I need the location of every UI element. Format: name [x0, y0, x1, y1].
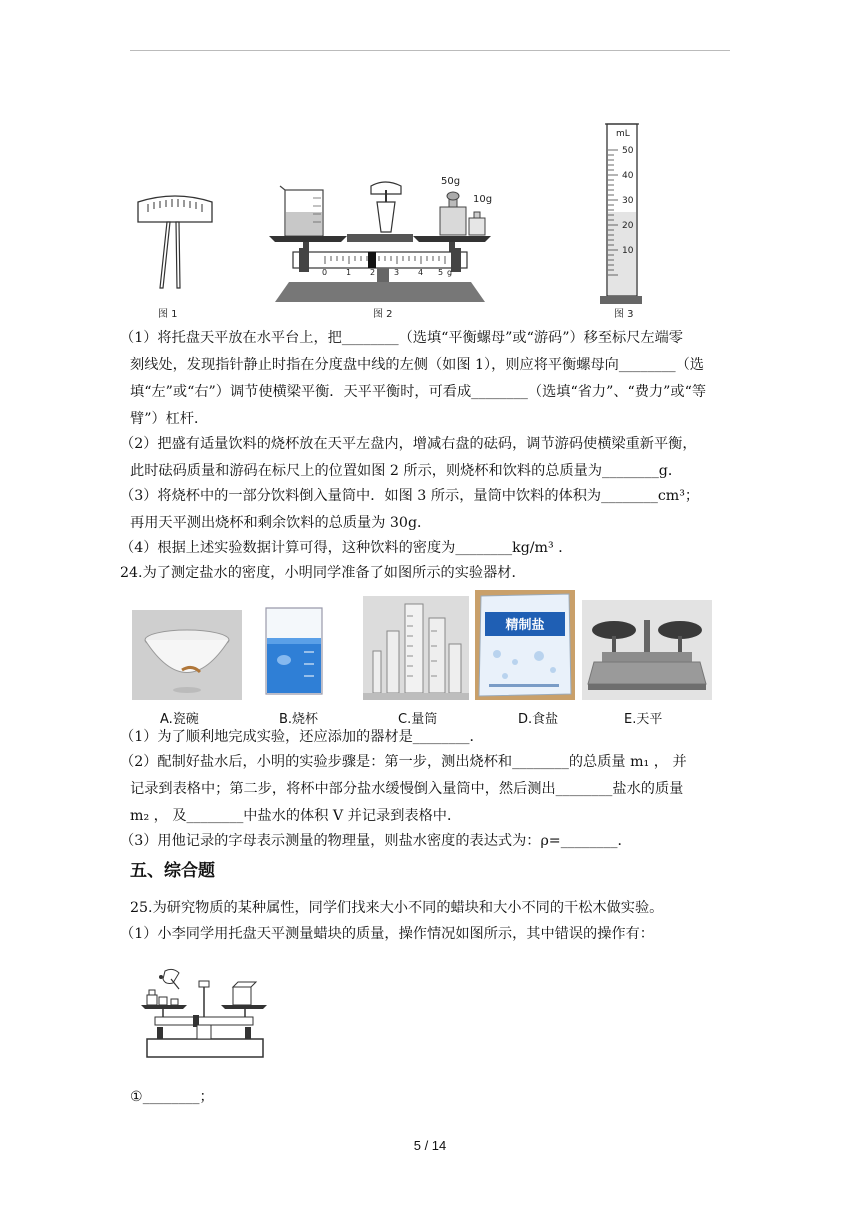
weight-10g-label: 10g — [473, 194, 493, 205]
balance-photo-image — [582, 600, 712, 700]
q24-part2-line2: 记录到表格中；第二步，将杯中部分盐水缓慢倒入量筒中，然后测出________盐水的质量 — [130, 781, 684, 797]
q23-part3-line2: 再用天平测出烧杯和剩余饮料的总质量为 30g． — [130, 515, 432, 531]
scale-tick-5: 5 — [438, 268, 444, 277]
q25-balance-diagram — [135, 965, 275, 1063]
cylinder-tick-30: 30 — [622, 196, 634, 206]
scale-tick-2: 2 — [370, 268, 376, 277]
q23-part1-line4: 臂”）杠杆． — [130, 411, 209, 427]
caption-a-bowl: A.瓷碗 — [160, 712, 199, 727]
q23-part2-line2: 此时砝码质量和游码在标尺上的位置如图 2 所示，则烧杯和饮料的总质量为________g． — [130, 463, 683, 479]
photo-c-cylinders — [363, 596, 469, 700]
cylinder-tick-50: 50 — [622, 146, 634, 156]
q23-part1-line2: 刻线处，发现指针静止时指在分度盘中线的左侧（如图 1），则应将平衡螺母向________（选 — [130, 357, 704, 373]
scale-tick-4: 4 — [418, 268, 424, 277]
q23-part2-line1: （2）把盛有适量饮料的烧杯放在天平左盘内，增减右盘的砝码，调节游码使横梁重新平衡， — [120, 436, 697, 452]
photo-e-balance — [582, 600, 712, 700]
scale-tick-1: 1 — [346, 268, 352, 277]
photo-d-salt — [475, 590, 575, 700]
bowl-image — [132, 610, 242, 700]
q25-part1: （1）小李同学用托盘天平测量蜡块的质量，操作情况如图所示，其中错误的操作有： — [120, 926, 654, 942]
caption-d-salt: D.食盐 — [518, 712, 559, 727]
page-number: 5 / 14 — [413, 1138, 447, 1153]
photo-b-beaker — [254, 602, 334, 700]
q23-part4-line1: （4）根据上述实验数据计算可得，这种饮料的密度为________kg/m³ ． — [120, 540, 573, 556]
figure-3-caption: 图 3 — [614, 309, 634, 320]
salt-bag-image — [475, 590, 575, 700]
figure-2-caption: 图 2 — [373, 309, 393, 320]
caption-e-balance: E.天平 — [624, 712, 663, 727]
figure-1-caption: 图 1 — [158, 309, 178, 320]
scale-tick-0: 0 — [322, 268, 328, 277]
figure-2-balance — [265, 172, 495, 304]
cylinder-tick-10: 10 — [622, 246, 634, 256]
q23-part1-line3: 填“左”或“右”）调节使横梁平衡．天平平衡时，可看成________（选填“省力”、“费力”或“等 — [130, 384, 707, 400]
cylinder-tick-40: 40 — [622, 171, 634, 181]
q25-title: 25.为研究物质的某种属性，同学们找来大小不同的蜡块和大小不同的干松木做实验。 — [130, 900, 664, 916]
cylinder-unit-label: mL — [616, 129, 630, 139]
figure-1-pointer-dial — [130, 190, 220, 320]
header-rule — [130, 50, 730, 51]
q24-part2-line3: m₂ ， 及________中盐水的体积 V 并记录到表格中． — [130, 808, 462, 824]
q24-part1: （1）为了顺利地完成实验，还应添加的器材是________． — [120, 729, 484, 745]
section-5-heading: 五、综合题 — [130, 861, 215, 881]
photo-a-bowl — [132, 610, 242, 700]
scale-tick-3: 3 — [394, 268, 400, 277]
q24-title: 24.为了测定盐水的密度，小明同学准备了如图所示的实验器材． — [120, 565, 526, 581]
beaker-image — [254, 602, 334, 700]
caption-b-beaker: B.烧杯 — [279, 712, 319, 727]
caption-c-cylinder: C.量筒 — [398, 712, 438, 727]
figure-3-measuring-cylinder — [598, 120, 644, 306]
weight-50g-label: 50g — [441, 176, 461, 187]
cylinder-tick-20: 20 — [622, 221, 634, 231]
q24-part2-line1: （2）配制好盐水后，小明的实验步骤是：第一步，测出烧杯和________的总质量 m₁ ， 并 — [120, 754, 687, 770]
salt-bag-label: 精制盐 — [505, 618, 545, 633]
cylinders-image — [363, 596, 469, 700]
q23-part1-line1: （1）将托盘天平放在水平台上，把________（选填“平衡螺母”或“游码”）移至标尺左端零 — [120, 330, 683, 346]
q25-blank-1: ①________； — [130, 1089, 214, 1105]
q23-part3-line1: （3）将烧杯中的一部分饮料倒入量筒中．如图 3 所示，量筒中饮料的体积为________cm³； — [120, 488, 700, 504]
scale-unit: g — [447, 268, 453, 277]
q24-part3: （3）用他记录的字母表示测量的物理量，则盐水密度的表达式为：ρ=________． — [120, 833, 632, 849]
